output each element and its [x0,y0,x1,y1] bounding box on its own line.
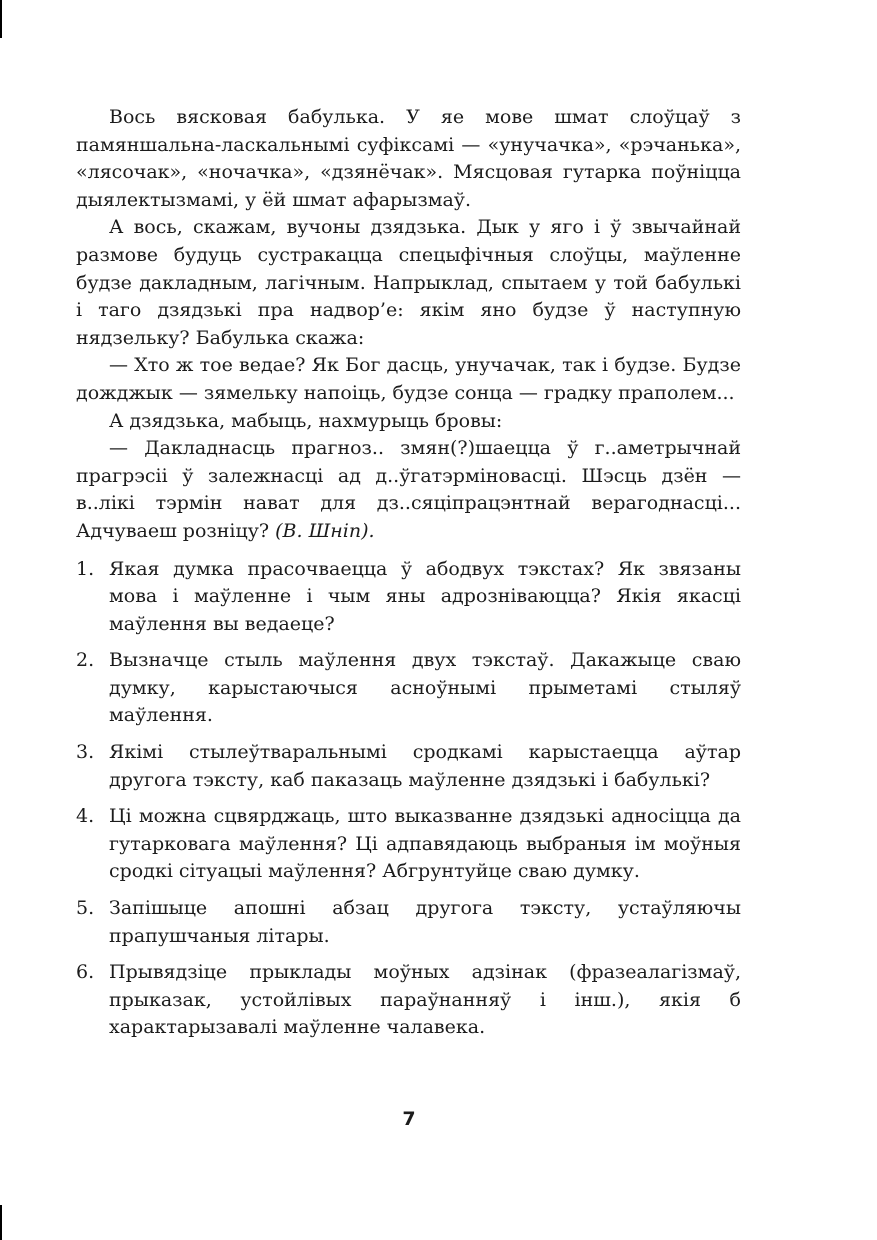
question-list [76,556,741,1043]
author-attribution: (В. Шніп). [275,519,375,542]
question-text: Ці можна сцвярджаць, што выказванне дзядзькі адносіцца да гутарковага маўлення? Ці адпавядаюць выбраныя ім моўныя сродкі сітуацыі маўлення? Абгрунтуйце сваю думку. [109,805,741,883]
page-body [76,104,741,1051]
paragraph: А дзядзька, мабыць, нахмурыць бровы: [109,409,503,432]
question-text: Якімі стылеўтваральнымі сродкамі карыстаецца аўтар другога тэксту, каб паказаць маўленне дзядзькі і бабулькі? [109,741,741,791]
paragraph-last [76,435,741,545]
page-number: 7 [402,1108,416,1130]
question-number: 5. [76,897,95,920]
paragraph: Вось вясковая бабулька. У яе мове шмат слоўцаў з памяншальна-ласкальнымі суфіксамі — «унучачка», «рэчанька», «лясочак», «ночачка», «дзянёчак». Мясцовая гутарка поўніцца дыялектызмамі, у ёй шмат афарызмаў. [76,106,741,211]
paragraph: — Хто ж тое ведае? Як Бог дасць, унучачак, так і будзе. Будзе дожджык — зямельку напоіць, будзе сонца — градку праполем... [76,354,741,404]
question-number: 2. [76,649,95,672]
crop-mark-bottom [0,1205,2,1240]
paragraph-text: — Дакладнасць прагноз.. змян(?)шаецца ў г..аметрычнай прагрэсіі ў залежнасці ад д..ўгатэрміновасці. Шэсць дзён — в..лікі тэрмін нават для дз..сяціпрацэнтнай верагоднасці... Адчуваеш розніцу? [76,437,741,542]
question-item [76,647,741,730]
question-number: 4. [76,805,95,828]
question-number: 6. [76,961,95,984]
crop-mark-top [0,0,2,38]
question-item [76,895,741,950]
paragraph: А вось, скажам, вучоны дзядзька. Дык у яго і ў звычайнай размове будуць сустракацца спецыфічныя слоўцы, маўленне будзе дакладным, лагічным. Напрыклад, спытаем у той бабулькі і таго дзядзькі пра надвор’е: якім яно будзе ў наступную нядзельку? Бабулька скажа: [76,216,741,349]
question-item [76,803,741,886]
reading-text [76,104,741,546]
question-item [76,959,741,1042]
question-text: Якая думка прасочваецца ў абодвух тэкстах? Як звязаны мова і маўленне і чым яны адрозніваюцца? Якія якасці маўлення вы ведаеце? [109,557,741,635]
question-text: Прывядзіце прыклады моўных адзінак (фразеалагізмаў, прыказак, устойлівых параўнанняў і інш.), якія б характарызавалі маўленне чалавека. [109,961,741,1039]
question-item [76,739,741,794]
question-text: Вызначце стыль маўлення двух тэкстаў. Дакажыце сваю думку, карыстаючыся асноўнымі прыметамі стыляў маўлення. [109,649,741,727]
question-number: 1. [76,557,95,580]
question-number: 3. [76,741,95,764]
question-text: Запішыце апошні абзац другога тэксту, устаўляючы прапушчаныя літары. [109,897,741,947]
question-item [76,556,741,639]
